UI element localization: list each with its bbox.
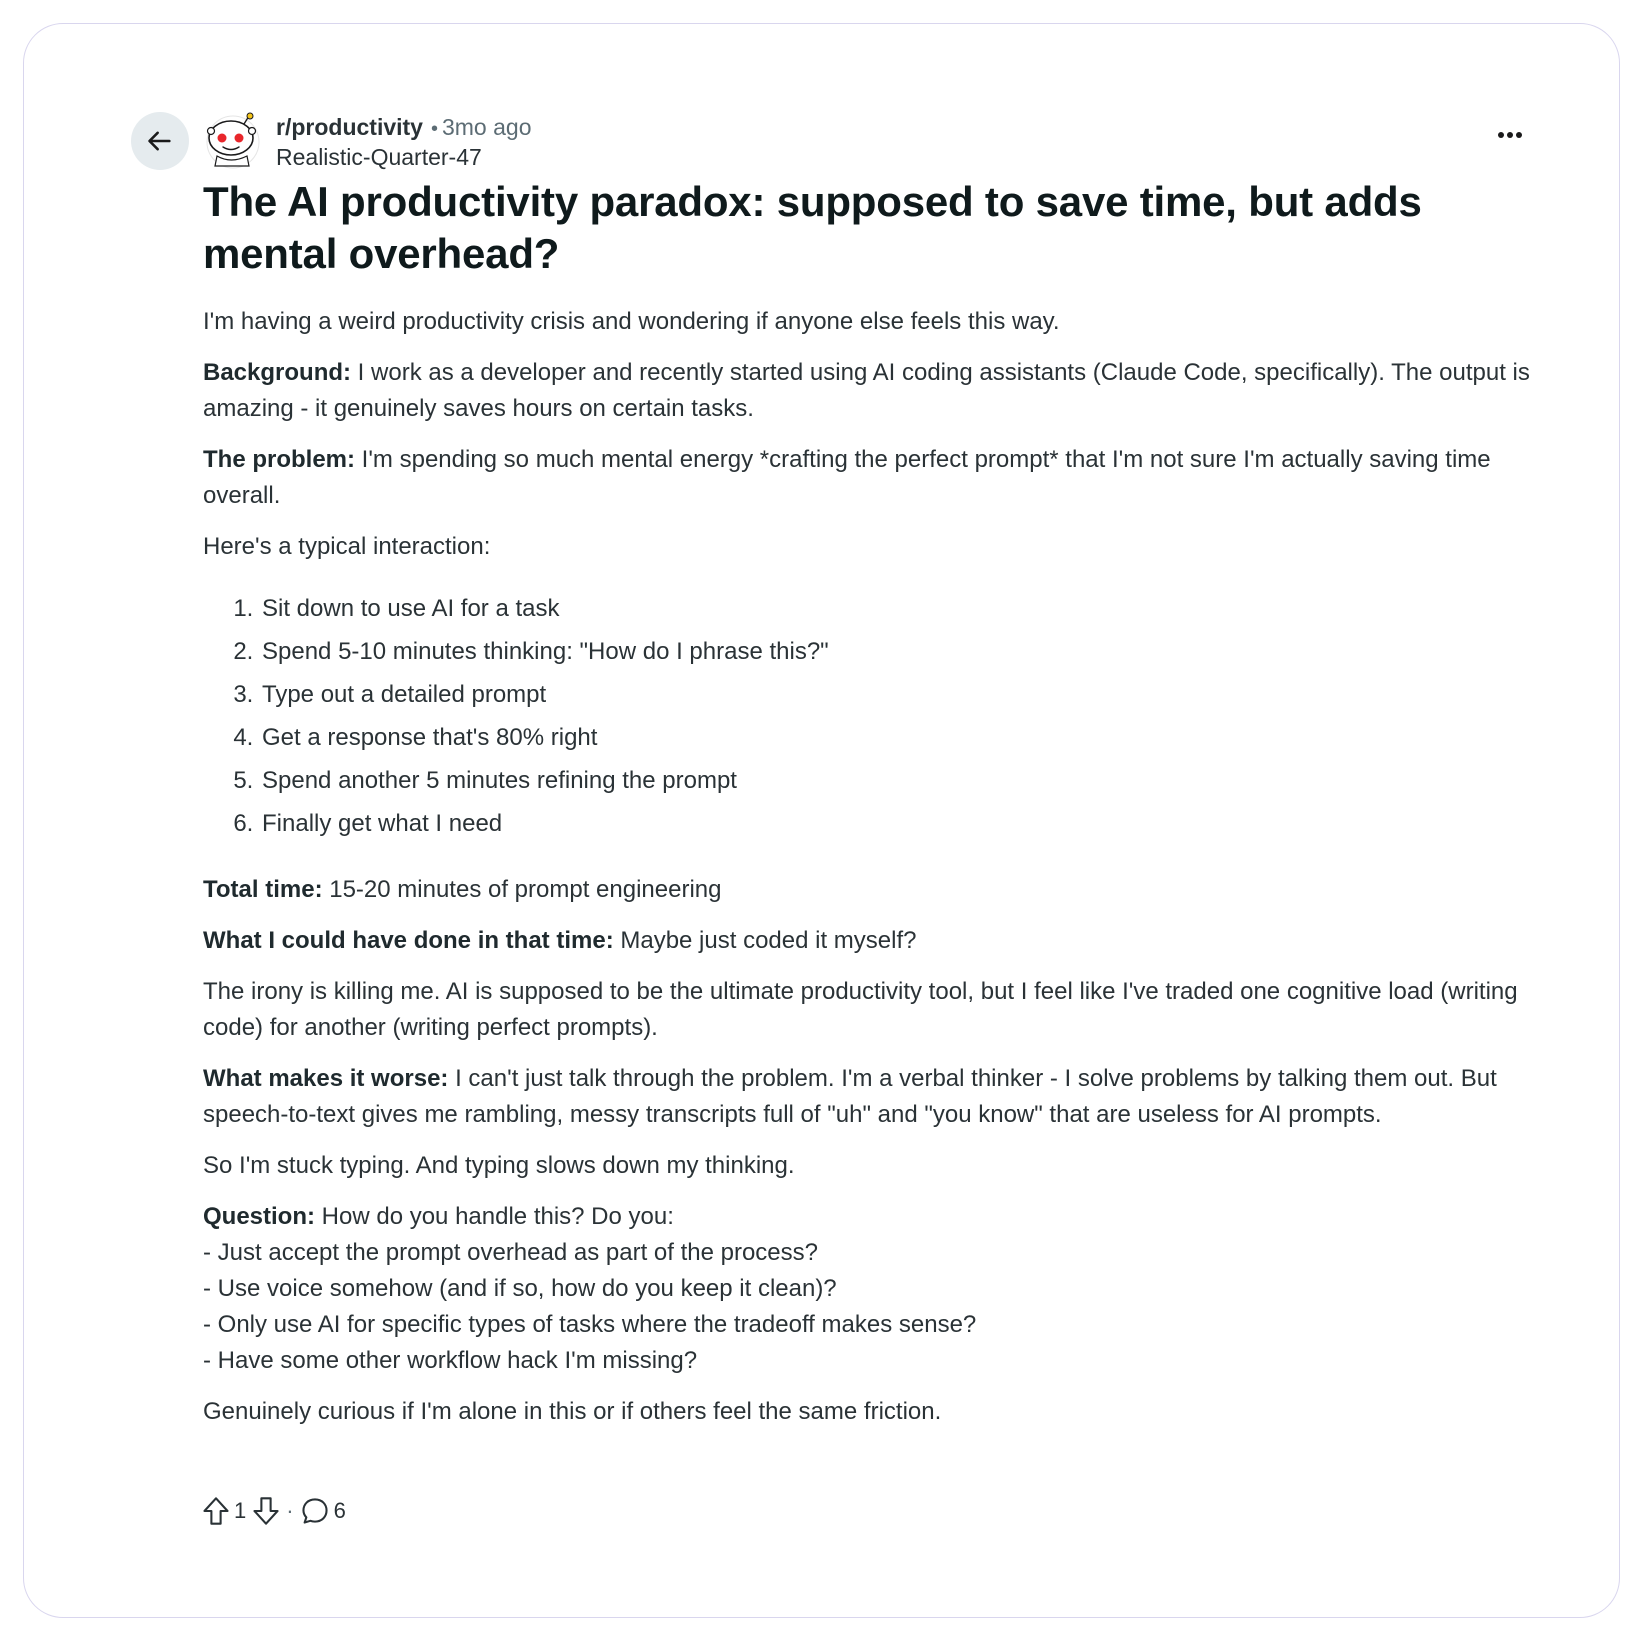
upvote-button[interactable] [202, 1496, 230, 1526]
comments-button[interactable] [300, 1496, 352, 1526]
irony-paragraph: The irony is killing me. AI is supposed to be the ultimate productivity tool, but I feel like I've traded one cognitive load (writing code) for another (writing perfect prompts). [203, 978, 1518, 1041]
more-horizontal-icon [1497, 131, 1523, 139]
worse-text: I can't just talk through the problem. I'm a verbal thinker - I solve problems by talking them out. But speech-to-text gives me rambling, messy transcripts full of "uh" and "you know" that are useless for AI prompts. [203, 1065, 1497, 1128]
downvote-arrow-icon [252, 1496, 280, 1526]
question-text: How do you handle this? Do you: [315, 1203, 674, 1230]
steps-list [203, 591, 1533, 842]
total-time-text: 15-20 minutes of prompt engineering [322, 876, 722, 903]
list-item: 6. Finally get what I need [260, 806, 1533, 842]
problem-paragraph [203, 442, 1533, 514]
problem-label: The problem: [203, 446, 356, 473]
list-item: 3. Type out a detailed prompt [260, 677, 1533, 713]
total-time-paragraph [203, 872, 1533, 908]
stuck-paragraph: So I'm stuck typing. And typing slows down my thinking. [203, 1152, 795, 1179]
downvote-button[interactable] [252, 1496, 280, 1526]
worse-paragraph [203, 1061, 1533, 1133]
list-item: 1. Sit down to use AI for a task [260, 591, 1533, 627]
list-item: 5. Spend another 5 minutes refining the prompt [260, 763, 1533, 799]
comment-count: 6 [333, 1498, 346, 1523]
arrow-left-icon [146, 127, 174, 155]
subreddit-link[interactable]: r/productivity [276, 114, 423, 140]
problem-text: I'm spending so much mental energy *crafting the perfect prompt* that I'm not sure I'm actually saving time overall. [203, 446, 1491, 509]
post-body [203, 304, 1533, 1445]
question-label: Question: [203, 1203, 315, 1230]
avatar[interactable] [203, 110, 263, 170]
meta-separator: • [430, 118, 438, 140]
back-button[interactable] [131, 112, 189, 170]
list-item: 4. Get a response that's 80% right [260, 720, 1533, 756]
vote-count: 1 [234, 1498, 247, 1523]
worse-label: What makes it worse: [203, 1065, 449, 1092]
closing-paragraph: Genuinely curious if I'm alone in this or if others feel the same friction. [203, 1398, 942, 1425]
interaction-intro: Here's a typical interaction: [203, 533, 491, 560]
post-title[interactable]: The AI productivity paradox: supposed to save time, but adds mental overhead? [203, 178, 1422, 277]
question-option: - Use voice somehow (and if so, how do you keep it clean)? [203, 1275, 837, 1302]
background-paragraph [203, 355, 1533, 427]
comment-bubble-icon [300, 1496, 330, 1526]
post-actions [202, 1496, 352, 1526]
could-have-done-text: Maybe just coded it myself? [613, 927, 917, 954]
author-link[interactable]: Realistic-Quarter-47 [276, 144, 482, 170]
more-options-button[interactable] [1490, 120, 1530, 150]
total-time-label: Total time: [203, 876, 323, 903]
post-meta [276, 112, 532, 172]
could-have-done-paragraph [203, 923, 1533, 959]
question-option: - Have some other workflow hack I'm missing? [203, 1347, 698, 1374]
intro-paragraph: I'm having a weird productivity crisis and wondering if anyone else feels this way. [203, 308, 1060, 335]
background-label: Background: [203, 359, 352, 386]
post-time: 3mo ago [441, 114, 532, 140]
question-option: - Only use AI for specific types of tasks where the tradeoff makes sense? [203, 1311, 977, 1338]
upvote-arrow-icon [202, 1496, 230, 1526]
question-option: - Just accept the prompt overhead as part of the process? [203, 1239, 818, 1266]
background-text: I work as a developer and recently started using AI coding assistants (Claude Code, specifically). The output is amazing - it genuinely saves hours on certain tasks. [203, 359, 1530, 422]
could-have-done-label: What I could have done in that time: [203, 927, 614, 954]
actions-separator: · [286, 1498, 294, 1523]
list-item: 2. Spend 5-10 minutes thinking: "How do I phrase this?" [260, 634, 1533, 670]
question-paragraph [203, 1199, 1533, 1379]
